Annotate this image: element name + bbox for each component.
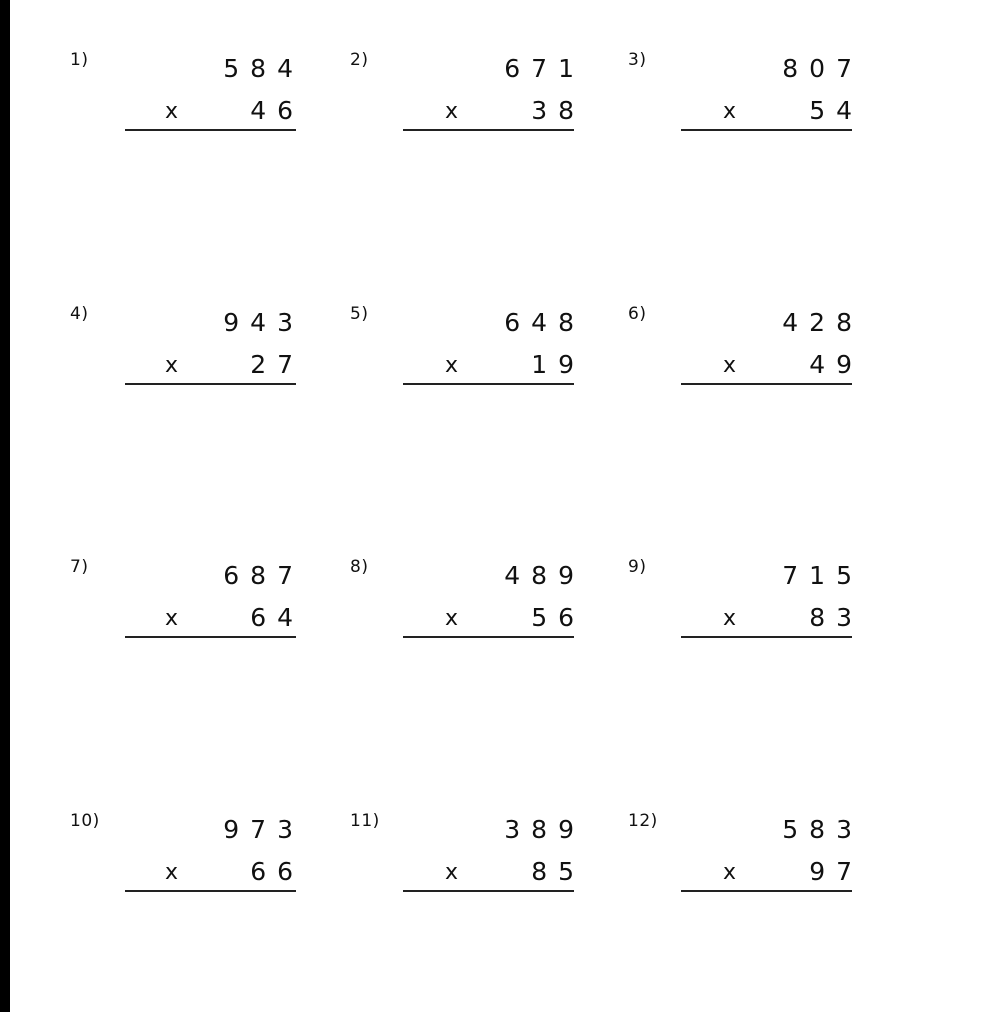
problem-number: 9) [628,557,647,577]
answer-line [403,383,574,385]
multiplier: 46 [250,96,304,125]
answer-line [681,636,852,638]
problem-number: 1) [70,50,89,70]
multiplicand: 428 [782,308,863,337]
multiply-sign: x [445,606,459,631]
multiply-sign: x [723,353,737,378]
multiply-sign: x [723,99,737,124]
multiplier: 97 [809,857,863,886]
problem-6 [628,304,928,444]
answer-line [125,890,296,892]
problem-number: 12) [628,811,658,831]
multiply-sign: x [165,606,179,631]
problem-8 [350,557,650,697]
multiplier: 49 [809,350,863,379]
answer-line [403,890,574,892]
multiplicand: 584 [223,54,304,83]
problem-4 [70,304,370,444]
problem-3 [628,50,928,190]
answer-line [125,129,296,131]
multiplier: 64 [250,603,304,632]
multiply-sign: x [165,99,179,124]
problem-number: 4) [70,304,89,324]
multiply-sign: x [445,860,459,885]
problem-2 [350,50,650,190]
problem-5 [350,304,650,444]
multiplicand: 489 [504,561,585,590]
multiplicand: 648 [504,308,585,337]
answer-line [403,636,574,638]
multiplier: 54 [809,96,863,125]
problem-number: 5) [350,304,369,324]
answer-line [681,383,852,385]
problem-number: 2) [350,50,369,70]
multiplicand: 807 [782,54,863,83]
answer-line [681,890,852,892]
multiply-sign: x [165,860,179,885]
multiplier: 27 [250,350,304,379]
problem-number: 3) [628,50,647,70]
problem-9 [628,557,928,697]
multiply-sign: x [165,353,179,378]
problem-number: 8) [350,557,369,577]
multiply-sign: x [723,860,737,885]
answer-line [125,383,296,385]
multiplicand: 943 [223,308,304,337]
multiplicand: 973 [223,815,304,844]
multiplier: 56 [531,603,585,632]
problem-1 [70,50,370,190]
problem-12 [628,811,928,951]
problem-number: 10) [70,811,100,831]
multiplier: 83 [809,603,863,632]
multiplier: 19 [531,350,585,379]
problem-number: 11) [350,811,380,831]
problem-10 [70,811,370,951]
multiply-sign: x [445,99,459,124]
multiply-sign: x [445,353,459,378]
worksheet-page [10,0,998,1012]
multiplicand: 583 [782,815,863,844]
multiplier: 38 [531,96,585,125]
problem-number: 6) [628,304,647,324]
multiplier: 85 [531,857,585,886]
multiply-sign: x [723,606,737,631]
multiplicand: 671 [504,54,585,83]
multiplicand: 389 [504,815,585,844]
answer-line [403,129,574,131]
multiplicand: 715 [782,561,863,590]
answer-line [125,636,296,638]
multiplier: 66 [250,857,304,886]
problem-11 [350,811,650,951]
multiplicand: 687 [223,561,304,590]
answer-line [681,129,852,131]
problem-number: 7) [70,557,89,577]
problem-7 [70,557,370,697]
